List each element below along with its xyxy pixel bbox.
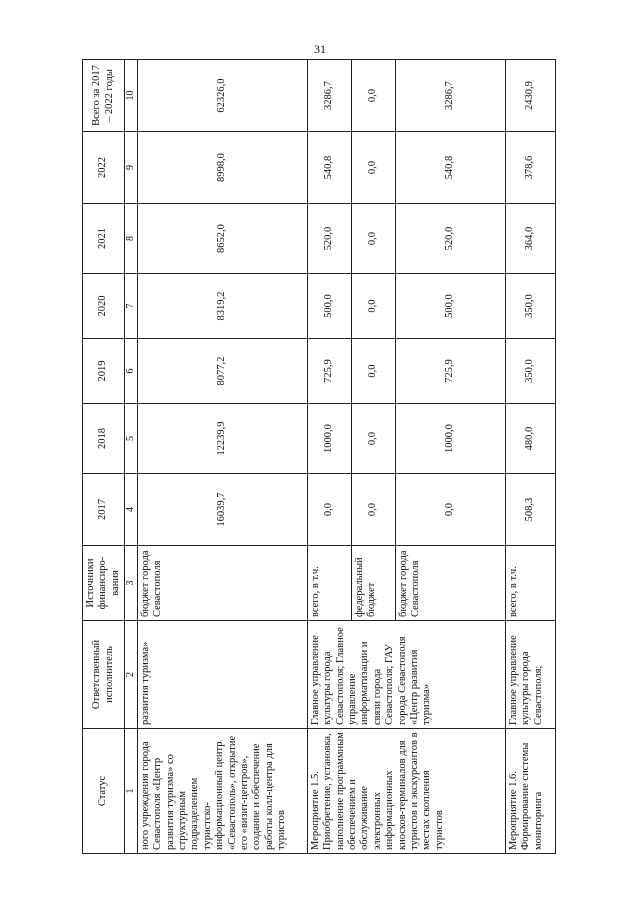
source-cell: всего, в т.ч. bbox=[505, 546, 555, 621]
index-cell: 3 bbox=[125, 546, 138, 621]
header-status: Статус bbox=[83, 729, 125, 854]
table-row bbox=[137, 60, 307, 854]
index-cell: 2 bbox=[125, 621, 138, 729]
value-2019: 0,0 bbox=[351, 339, 395, 404]
value-2022: 8998,0 bbox=[137, 132, 307, 204]
header-executor: Ответственный исполнитель bbox=[83, 621, 125, 729]
header-source: Источники финансиро-вания bbox=[83, 546, 125, 621]
index-cell: 5 bbox=[125, 404, 138, 474]
source-cell: всего, в т.ч. bbox=[307, 546, 351, 621]
status-cell: Мероприятие 1.6. Формирование системы мониторинга bbox=[505, 729, 555, 854]
financing-table bbox=[82, 59, 556, 854]
value-2017: 508,3 bbox=[505, 474, 555, 546]
value-2021: 520,0 bbox=[307, 204, 351, 274]
value-2017: 0,0 bbox=[351, 474, 395, 546]
status-cell: Мероприятие 1.5. Приобретение, установка, наполнение программным обеспечением и обслуживание электронных информационных киосков-терминалов для туристов и экскурсантов в местах скопления туристов bbox=[307, 729, 505, 854]
value-total: 3286,7 bbox=[307, 60, 351, 132]
value-2020: 8319,2 bbox=[137, 274, 307, 339]
index-cell: 1 bbox=[125, 729, 138, 854]
value-2018: 0,0 bbox=[351, 404, 395, 474]
executor-cell: развития туризма» bbox=[137, 621, 307, 729]
value-2019: 725,9 bbox=[307, 339, 351, 404]
header-2020: 2020 bbox=[83, 274, 125, 339]
value-2018: 1000,0 bbox=[307, 404, 351, 474]
status-cell: ного учреждения города Севастополя «Центр развития туризма» со структурным подразделением туристско-информационный центр «Севастополь», открытие его «визит-центров», создание и обеспечение работы колл-центра для туристов bbox=[137, 729, 307, 854]
value-2022: 540,8 bbox=[307, 132, 351, 204]
value-2022: 378,6 bbox=[505, 132, 555, 204]
source-cell: федеральный бюджет bbox=[351, 546, 395, 621]
page-number: 31 bbox=[314, 42, 326, 56]
value-2019: 8077,2 bbox=[137, 339, 307, 404]
value-2018: 480,0 bbox=[505, 404, 555, 474]
source-cell: бюджет города Севастополя bbox=[137, 546, 307, 621]
value-2017: 0,0 bbox=[395, 474, 505, 546]
value-total: 2430,9 bbox=[505, 60, 555, 132]
index-cell: 9 bbox=[125, 132, 138, 204]
value-total: 62326,0 bbox=[137, 60, 307, 132]
value-2020: 500,0 bbox=[395, 274, 505, 339]
index-cell: 8 bbox=[125, 204, 138, 274]
value-2020: 350,0 bbox=[505, 274, 555, 339]
value-2021: 8652,0 bbox=[137, 204, 307, 274]
executor-cell: Главное управление культуры города Севастополя; bbox=[505, 621, 555, 729]
index-cell: 4 bbox=[125, 474, 138, 546]
value-2022: 0,0 bbox=[351, 132, 395, 204]
index-row bbox=[125, 60, 138, 854]
header-2017: 2017 bbox=[83, 474, 125, 546]
header-2019: 2019 bbox=[83, 339, 125, 404]
index-cell: 6 bbox=[125, 339, 138, 404]
value-total: 0,0 bbox=[351, 60, 395, 132]
value-2017: 0,0 bbox=[307, 474, 351, 546]
executor-cell: Главное управление культуры города Севастополя; Главное управление информатизации и связи города Севастополя; ГАУ города Севастополя «Центр развития туризма» bbox=[307, 621, 505, 729]
header-2022: 2022 bbox=[83, 132, 125, 204]
index-cell: 7 bbox=[125, 274, 138, 339]
source-cell: бюджет города Севастополя bbox=[395, 546, 505, 621]
header-2021: 2021 bbox=[83, 204, 125, 274]
value-2019: 350,0 bbox=[505, 339, 555, 404]
value-total: 3286,7 bbox=[395, 60, 505, 132]
value-2022: 540,8 bbox=[395, 132, 505, 204]
header-row bbox=[83, 60, 125, 854]
value-2021: 0,0 bbox=[351, 204, 395, 274]
table-row bbox=[307, 60, 351, 854]
rotated-table-container bbox=[82, 60, 544, 854]
index-cell: 10 bbox=[125, 60, 138, 132]
value-2018: 1000,0 bbox=[395, 404, 505, 474]
value-2019: 725,9 bbox=[395, 339, 505, 404]
value-2018: 12239,9 bbox=[137, 404, 307, 474]
value-2020: 500,0 bbox=[307, 274, 351, 339]
value-2020: 0,0 bbox=[351, 274, 395, 339]
header-total: Всего за 2017 – 2022 годы bbox=[83, 60, 125, 132]
value-2021: 364,0 bbox=[505, 204, 555, 274]
table-row bbox=[505, 60, 555, 854]
value-2021: 520,0 bbox=[395, 204, 505, 274]
header-2018: 2018 bbox=[83, 404, 125, 474]
value-2017: 16039,7 bbox=[137, 474, 307, 546]
